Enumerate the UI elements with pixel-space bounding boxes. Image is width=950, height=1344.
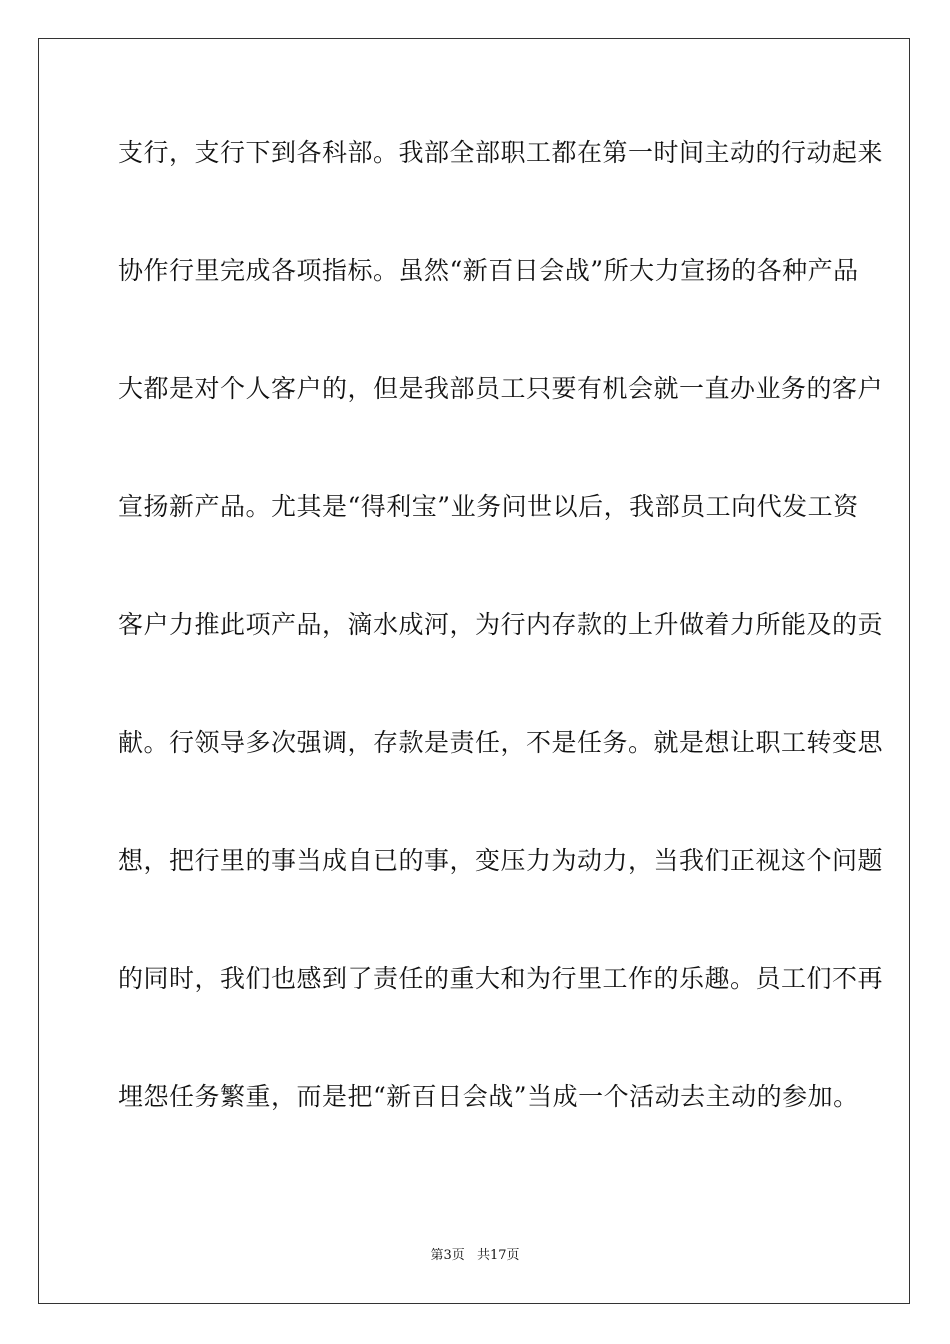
- page-footer: [0, 1244, 950, 1263]
- text-line: 埋怨任务繁重，而是把“新百日会战”当成一个活动去主动的参加。: [118, 1082, 859, 1111]
- text-line: 大都是对个人客户的，但是我部员工只要有机会就一直办业务的客户: [118, 374, 884, 403]
- text-line: 客户力推此项产品，滴水成河，为行内存款的上升做着力所能及的贡: [118, 610, 884, 639]
- text-line: 宣扬新产品。尤其是“得利宝”业务问世以后，我部员工向代发工资: [118, 492, 859, 521]
- text-line: 的同时，我们也感到了责任的重大和为行里工作的乐趣。员工们不再: [118, 964, 884, 993]
- text-line: 协作行里完成各项指标。虽然“新百日会战”所大力宣扬的各种产品: [118, 256, 859, 285]
- current-page-label: 第3页: [430, 1248, 465, 1263]
- text-line: 献。行领导多次强调，存款是责任，不是任务。就是想让职工转变思: [118, 728, 884, 757]
- text-line: 想，把行里的事当成自已的事，变压力为动力，当我们正视这个问题: [118, 846, 884, 875]
- total-pages-label: 共17页: [476, 1248, 520, 1263]
- document-body: [118, 128, 884, 1190]
- text-line: 支行，支行下到各科部。我部全部职工都在第一时间主动的行动起来: [118, 138, 884, 167]
